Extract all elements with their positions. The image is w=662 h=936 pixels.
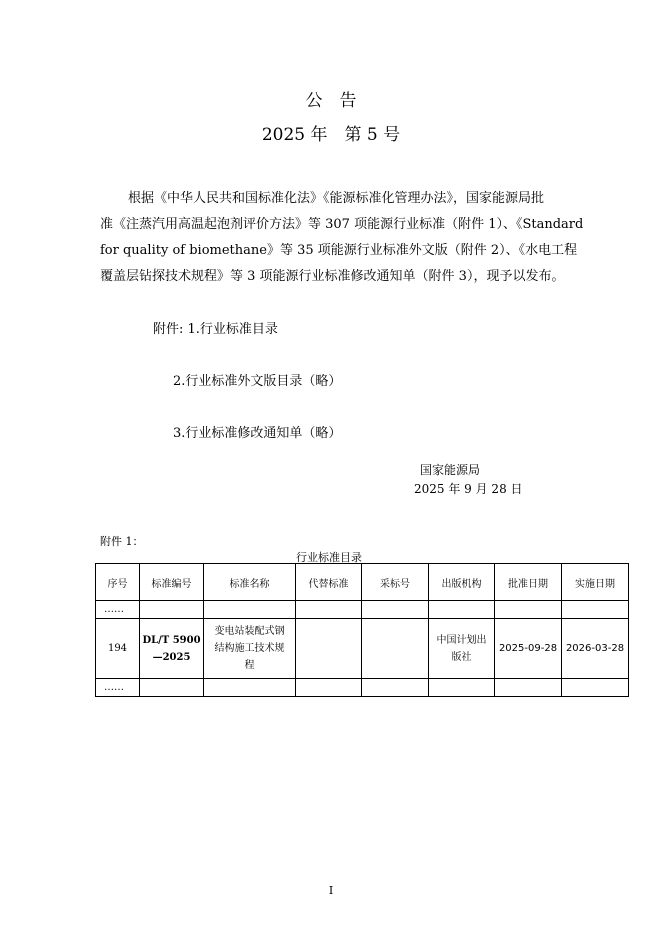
cell-approved: 2025-09-28 <box>495 619 562 679</box>
notice-number: 2025 年 第 5 号 <box>261 125 401 145</box>
attachment-item-1: 附件: 1.行业标准目录 <box>153 322 278 337</box>
body-line-3: for quality of biomethane》等 35 项能源行业标准外文版（附件 2）、《水电工程 <box>100 243 578 258</box>
table-row-ellipsis-top <box>96 601 629 619</box>
table-caption: 行业标准目录 <box>296 551 362 564</box>
cell-publisher-line-2: 版社 <box>451 651 472 663</box>
notice-title: 公 告 <box>305 91 357 111</box>
cell-name-line-1: 变电站装配式钢 <box>214 626 285 637</box>
cell-code-line-1: DL/T 5900 <box>142 634 201 646</box>
standards-table <box>95 563 629 697</box>
cell-replaced <box>296 619 362 679</box>
body-line-1: 根据《中华人民共和国标准化法》《能源标准化管理办法》，国家能源局批 <box>128 191 545 206</box>
cell-code-line-2: —2025 <box>152 651 191 663</box>
ellipsis-cell: …… <box>96 601 140 619</box>
cell-publisher <box>429 619 495 679</box>
ellipsis-cell: …… <box>96 679 140 697</box>
page-number: I <box>328 884 334 897</box>
annex-label: 附件 1： <box>100 535 144 548</box>
col-header-adopted: 采标号 <box>362 564 429 601</box>
cell-name <box>204 619 296 679</box>
col-header-publisher: 出版机构 <box>429 564 495 601</box>
col-header-code: 标准编号 <box>140 564 204 601</box>
cell-code <box>140 619 204 679</box>
cell-seq: 194 <box>96 619 140 679</box>
table-header-row <box>96 564 629 601</box>
table-row <box>96 619 629 679</box>
cell-effective: 2026-03-28 <box>562 619 629 679</box>
issue-date: 2025 年 9 月 28 日 <box>414 482 523 496</box>
cell-adopted <box>362 619 429 679</box>
table-row-ellipsis-bottom <box>96 679 629 697</box>
issuer-name: 国家能源局 <box>420 463 481 477</box>
body-line-4: 覆盖层钻探技术规程》等 3 项能源行业标准修改通知单（附件 3），现予以发布。 <box>100 269 565 284</box>
col-header-seq: 序号 <box>96 564 140 601</box>
cell-name-line-3: 程 <box>244 660 255 671</box>
col-header-name: 标准名称 <box>204 564 296 601</box>
col-header-replaced: 代替标准 <box>296 564 362 601</box>
col-header-effective: 实施日期 <box>562 564 629 601</box>
col-header-approved: 批准日期 <box>495 564 562 601</box>
attachment-item-3: 3.行业标准修改通知单（略） <box>173 426 342 441</box>
attachment-item-2: 2.行业标准外文版目录（略） <box>173 374 342 389</box>
cell-name-line-2: 结构施工技术规 <box>214 643 285 654</box>
cell-publisher-line-1: 中国计划出 <box>436 634 487 646</box>
body-line-2: 准《注蒸汽用高温起泡剂评价方法》等 307 项能源行业标准（附件 1）、《Standard <box>100 217 584 232</box>
